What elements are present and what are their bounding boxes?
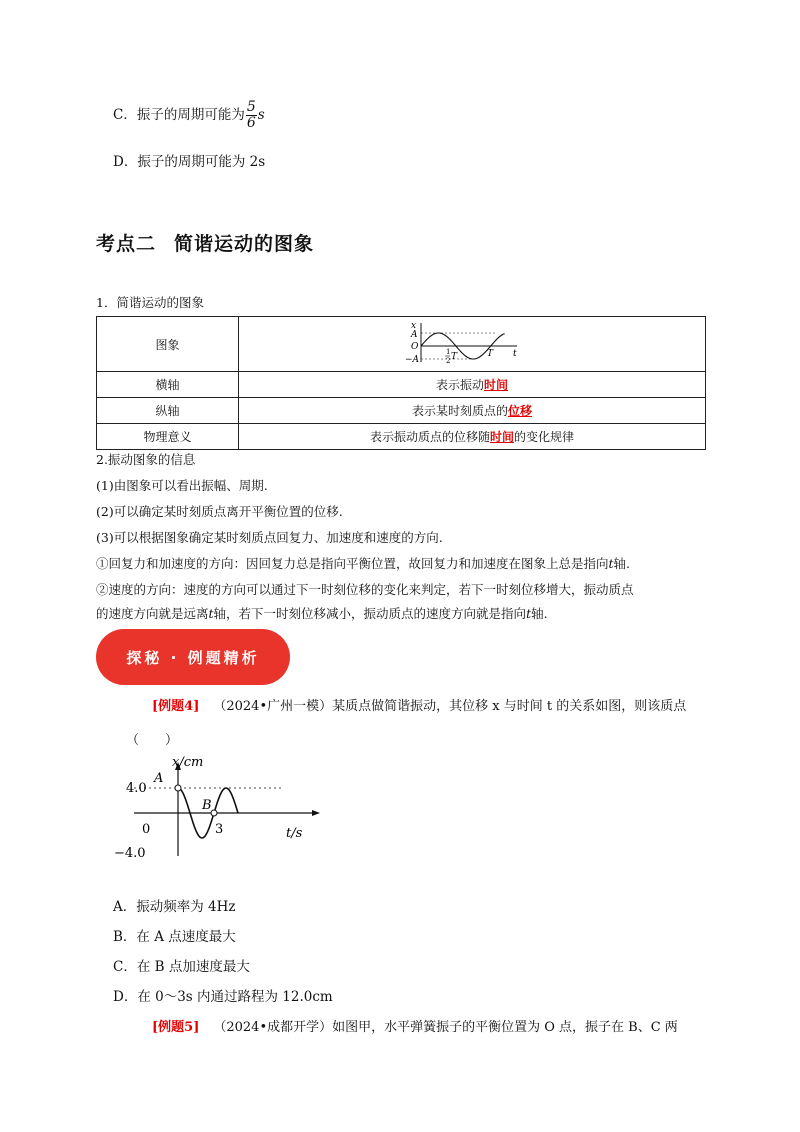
option-c-fraction: [246, 100, 257, 131]
table-row: [97, 424, 706, 450]
example-label: [例题4]: [152, 699, 200, 714]
info-paragraph: (1)由图象可以看出振幅、周期.: [96, 478, 268, 493]
point-B-marker: [211, 810, 217, 816]
cell-keyword: 时间: [484, 378, 509, 392]
option-c-text: C．振子的周期可能为: [113, 107, 245, 123]
option-d: D．振子的周期可能为 2s: [113, 154, 266, 170]
section-title: 简谐运动的图象: [174, 233, 315, 255]
fraction-denominator: 6: [246, 115, 256, 131]
info-paragraph: (2)可以确定某时刻质点离开平衡位置的位移.: [96, 504, 343, 519]
para-text: ①回复力和加速度的方向：因回复力总是指向平衡位置，故回复力和加速度在图象上总是指向: [96, 556, 609, 571]
table-cell-label: 物理意义: [97, 424, 239, 450]
para-var: t: [208, 606, 214, 621]
cell-text: 表示某时刻质点的: [411, 404, 508, 418]
table-row: [97, 398, 706, 424]
point-A-label: A: [154, 771, 164, 786]
subsection-title: 1．简谐运动的图象: [96, 295, 204, 310]
x-axis-label: t/s: [286, 826, 303, 841]
table-row: [97, 372, 706, 398]
mini-t-label: t: [513, 348, 517, 359]
mini-half-T: T: [451, 351, 458, 362]
table-cell-label: 横轴: [97, 372, 239, 398]
table-row: [97, 317, 706, 372]
mini-negA-label: −A: [405, 354, 420, 365]
answer-option-c: C．在 B 点加速度最大: [113, 959, 250, 975]
para-text: 轴.: [613, 556, 631, 571]
cell-text: 表示振动: [435, 378, 484, 392]
cell-text: 的变化规律: [514, 430, 575, 444]
mini-half-num: 1: [446, 347, 451, 356]
cell-keyword: 时间: [489, 430, 514, 444]
example-label: [例题5]: [152, 1020, 200, 1035]
para-text: 的速度方向就是远离: [96, 606, 209, 621]
mini-O-label: O: [411, 341, 419, 352]
y-tick-positive: 4.0: [126, 781, 147, 796]
para-var: t: [608, 556, 614, 571]
info-paragraph: (3)可以根据图象确定某时刻质点回复力、加速度和速度的方向.: [96, 530, 443, 545]
answer-option-b: B．在 A 点速度最大: [113, 929, 236, 945]
info-paragraph: [96, 554, 630, 572]
example-text: （2024•成都开学）如图甲，水平弹簧振子的平衡位置为 O 点，振子在 B、C 两: [213, 1020, 678, 1035]
x-tick-3: 3: [215, 822, 224, 837]
cell-keyword: 位移: [508, 404, 533, 418]
mini-A-label: A: [411, 329, 418, 340]
info-paragraph: ②速度的方向：速度的方向可以通过下一时刻位移的变化来判定，若下一时刻位移增大，振动质点: [96, 582, 634, 597]
displacement-time-graph: [110, 748, 330, 868]
table-cell-label: 图象: [97, 317, 239, 372]
info-paragraph: [96, 604, 548, 622]
mini-half-den: 2: [446, 356, 451, 365]
para-var: t: [526, 606, 532, 621]
y-tick-negative: −4.0: [114, 846, 146, 861]
point-B-label: B: [202, 798, 212, 813]
table-cell-label: 纵轴: [97, 398, 239, 424]
mini-T-label: T: [487, 348, 494, 359]
example-text: （2024•广州一模）某质点做简谐振动，其位移 x 与时间 t 的关系如图，则该质点: [213, 699, 687, 714]
table-cell-graph: [239, 317, 706, 372]
point-A-marker: [175, 785, 181, 791]
section-banner: 探秘 · 例题精析: [96, 629, 290, 685]
para-text: 轴，若下一时刻位移减小，振动质点的速度方向就是指向: [213, 606, 527, 621]
table-cell-value: [239, 424, 706, 450]
answer-option-a: A．振动频率为 4Hz: [113, 899, 236, 915]
example5-line: [152, 1016, 678, 1035]
example4-line: [152, 695, 686, 714]
option-c-unit: s: [257, 107, 265, 123]
mini-sine-graph: [407, 318, 537, 368]
info-title: 2.振动图象的信息: [96, 452, 196, 467]
table-cell-value: [239, 398, 706, 424]
option-c: [113, 100, 265, 131]
origin-label: 0: [142, 822, 151, 837]
fraction-numerator: 5: [246, 99, 256, 115]
y-axis-label: x/cm: [172, 755, 204, 770]
cell-text: 表示振动质点的位移随: [369, 430, 490, 444]
mini-x-label: x: [411, 320, 417, 331]
answer-option-d: D．在 0～3s 内通过路程为 12.0cm: [113, 989, 333, 1005]
graph-table: [96, 316, 706, 450]
section-number: 考点二: [96, 233, 157, 255]
table-cell-value: [239, 372, 706, 398]
section-heading: [96, 229, 314, 256]
t-axis-arrow: [312, 810, 320, 816]
answer-paren: （ ）: [126, 733, 179, 748]
para-text: 轴.: [531, 606, 548, 621]
